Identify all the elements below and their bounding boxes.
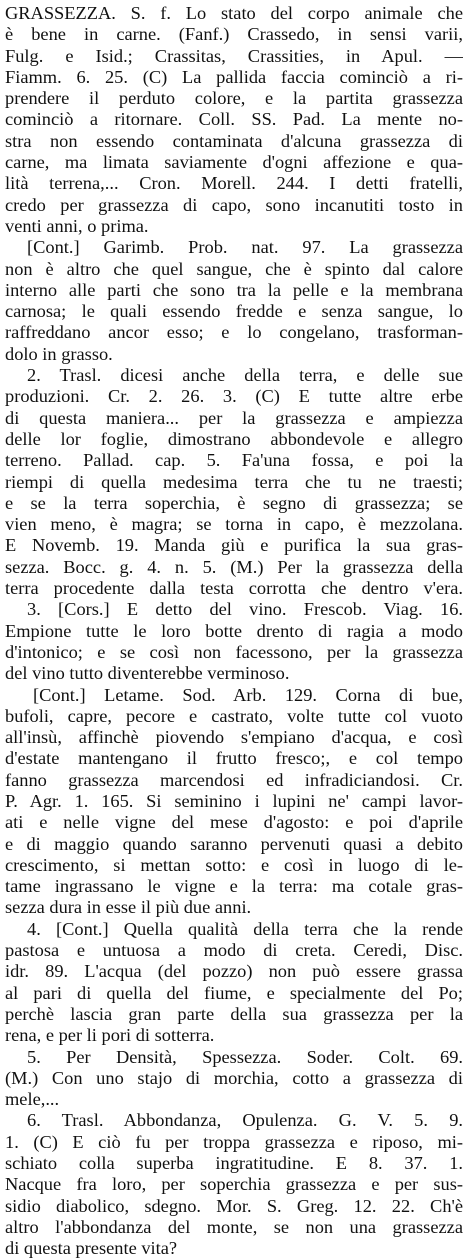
text-line: P. Agr. 1. 165. Si seminino i lupini ne' campi lavor- [5,790,463,811]
text-line: d'estate mantengano il frutto fresco;, e col tempo [5,748,463,769]
text-line: dolo in grasso. [5,343,113,364]
text-line: 5. Per Densità, Spessezza. Soder. Colt. 69. [27,1046,463,1067]
text-line: 4. [Cont.] Quella qualità della terra che la rende [27,918,463,939]
text-line: terreno. Pallad. cap. 5. Fa'una fossa, e poi la [5,450,463,471]
text-line: delle lor foglie, dimostrano abbondevole e allegro [5,428,463,449]
text-line: Nacque fra loro, per soperchia grassezza e per sus- [5,1174,463,1195]
text-line: schiato colla superba ingratitudine. E 8. 37. 1. [5,1153,463,1174]
text-line: rena, e per li pori di sotterra. [5,1025,215,1046]
text-line: riempi di quella medesima terra che tu ne traesti; [5,471,463,492]
text-line: interno alle parti che sono tra la pelle e la membrana [5,279,463,300]
text-line: terra procedente dalla testa corrotta che dentro v'era. [5,578,463,599]
text-line: sezza. Bocc. g. 4. n. 5. (M.) Per la grassezza della [5,556,463,577]
text-line: del vino tutto diventerebbe verminoso. [5,663,290,684]
text-line: carnosa; le quali essendo fredde e senza sangue, lo [5,301,463,322]
text-line: raffreddano ancor esso; e lo congelano, trasforman- [5,322,463,343]
text-line: e di maggio quando saranno pervenuti quasi a debito [5,833,463,854]
text-line: lità terrena,... Cron. Morell. 244. I detti fratelli, [5,173,463,194]
text-line: [Cont.] Garimb. Prob. nat. 97. La grassezza [27,237,463,258]
text-line: all'insù, affinchè piovendo s'empiano d'acqua, e così [5,727,463,748]
text-line: sidio diabolico, sdegno. Mor. S. Greg. 12. 22. Ch'è [5,1195,463,1216]
text-line: fanno grassezza marcendosi ed infradiciandosi. Cr. [5,769,463,790]
text-line: è bene in carne. (Fanf.) Crassedo, in sensi varii, [5,24,463,45]
dictionary-entry-grassezza [5,3,463,1260]
text-line: credo per grassezza di capo, sono incanutiti tosto in [5,194,463,215]
text-line: vien meno, è magra; se torna in capo, è mezzolana. [5,514,463,535]
text-line: Fiamm. 6. 25. (C) La pallida faccia cominciò a ri- [5,66,463,87]
text-line: E Novemb. 19. Manda giù e purifica la sua gras- [5,535,463,556]
text-line: di questa maniera... per la grassezza e ampiezza [5,407,463,428]
text-line: 2. Trasl. dicesi anche della terra, e delle sue [27,365,463,386]
text-line: produzioni. Cr. 2. 26. 3. (C) E tutte altre erbe [5,386,463,407]
text-line: altro l'abbondanza del monte, se non una grassezza [5,1216,463,1237]
text-line: cominciò a ritornare. Coll. SS. Pad. La mente no- [5,109,463,130]
text-line: e se la terra soperchia, è segno di grassezza; se [5,492,463,513]
text-line: 3. [Cors.] E detto del vino. Frescob. Viag. 16. [27,599,463,620]
text-line: 6. Trasl. Abbondanza, Opulenza. G. V. 5. 9. [27,1110,463,1131]
text-line: al pari di quella del fiume, e specialmente del Po; [5,982,463,1003]
text-line: tame ingrassano le vigne e la terra: ma cotale gras- [5,876,463,897]
text-line: mele,... [5,1089,60,1110]
text-line: Fulg. e Isid.; Crassitas, Crassities, in Apul. — [5,45,463,66]
text-line: crescimento, si mettan sotto: e così in luogo di le- [5,854,463,875]
text-line: (M.) Con uno stajo di morchia, cotto a grassezza di [5,1067,463,1088]
text-line: ati e nelle vigne del mese d'agosto: e poi d'aprile [5,812,463,833]
text-line: sezza dura in esse il più due anni. [5,897,252,918]
text-line: d'intonico; e se così non facessono, per la grassezza [5,641,463,662]
text-line: pastosa e untuosa a modo di creta. Ceredi, Disc. [5,940,463,961]
text-line: 1. (C) E ciò fu per troppa grassezza e riposo, mi- [5,1131,463,1152]
text-line: venti anni, o prima. [5,215,149,236]
text-line: prendere il perduto colore, e la partita grassezza [5,88,463,109]
text-line: carne, ma limata saviamente d'ogni affezione e qua- [5,152,463,173]
text-line: perchè lascia gran parte della sua grassezza per la [5,1003,463,1024]
text-line: [Cont.] Letame. Sod. Arb. 129. Corna di bue, [33,684,463,705]
text-line: stra non essendo contaminata d'alcuna grassezza di [5,130,463,151]
text-line: non è altro che quel sangue, che è spinto dal calore [5,258,463,279]
text-line: bufoli, capre, pecore e castrato, volte tutte col vuoto [5,705,463,726]
text-line: di questa presente vita? [5,1238,178,1259]
text-line: idr. 89. L'acqua (del pozzo) non può essere grassa [5,961,463,982]
text-line: GRASSEZZA. S. f. Lo stato del corpo animale che [5,3,463,23]
text-line: Empione tutte le loro botte drento di ragia a modo [5,620,463,641]
